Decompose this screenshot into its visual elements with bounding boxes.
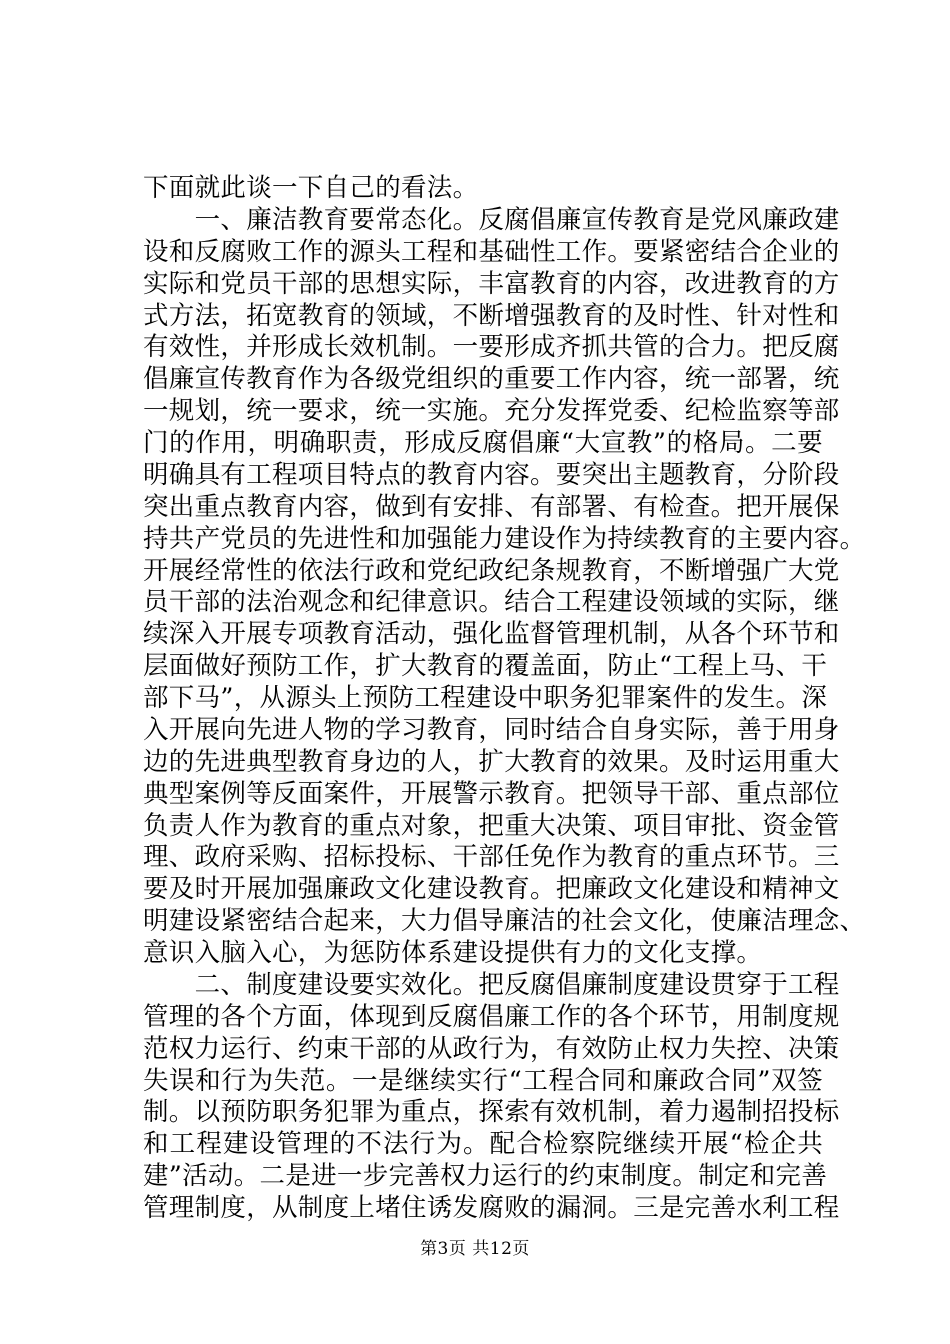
text-line: 开展经常性的依法行政和党纪政纪条规教育，不断增强广大党 <box>143 555 840 586</box>
text-line: 边的先进典型教育身边的人，扩大教育的效果。及时运用重大 <box>143 746 840 777</box>
text-line: 负责人作为教育的重点对象，把重大决策、项目审批、资金管 <box>143 810 840 841</box>
text-line: 管理的各个方面，体现到反腐倡廉工作的各个环节，用制度规 <box>143 1001 840 1032</box>
text-line: 设和反腐败工作的源头工程和基础性工作。要紧密结合企业的 <box>143 236 840 267</box>
text-line: 部下马”，从源头上预防工程建设中职务犯罪案件的发生。深 <box>143 683 828 714</box>
text-line: 倡廉宣传教育作为各级党组织的重要工作内容，统一部署，统 <box>143 364 840 395</box>
text-line: 一规划，统一要求，统一实施。充分发挥党委、纪检监察等部 <box>143 396 840 427</box>
text-line: 范权力运行、约束干部的从政行为，有效防止权力失控、决策 <box>143 1033 840 1064</box>
text-line: 建”活动。二是进一步完善权力运行的约束制度。制定和完善 <box>143 1161 828 1192</box>
text-line: 意识入脑入心，为惩防体系建设提供有力的文化支撑。 <box>143 938 763 969</box>
text-line: 下面就此谈一下自己的看法。 <box>143 173 479 203</box>
text-line: 层面做好预防工作，扩大教育的覆盖面，防止“工程上马、干 <box>143 651 828 682</box>
text-line: 一、廉洁教育要常态化。反腐倡廉宣传教育是党风廉政建 <box>143 204 840 235</box>
text-line: 要及时开展加强廉政文化建设教育。把廉政文化建设和精神文 <box>143 874 840 905</box>
text-line: 有效性，并形成长效机制。一要形成齐抓共管的合力。把反腐 <box>143 332 840 363</box>
text-line: 二、制度建设要实效化。把反腐倡廉制度建设贯穿于工程 <box>143 969 840 1000</box>
text-line: 持共产党员的先进性和加强能力建设作为持续教育的主要内容。 <box>143 523 866 554</box>
text-line: 典型案例等反面案件，开展警示教育。把领导干部、重点部位 <box>143 778 840 809</box>
text-line: 理、政府采购、招标投标、干部任免作为教育的重点环节。三 <box>143 842 840 873</box>
text-line: 失误和行为失范。一是继续实行“工程合同和廉政合同”双签 <box>143 1065 823 1096</box>
text-line: 突出重点教育内容，做到有安排、有部署、有检查。把开展保 <box>143 491 840 522</box>
text-line: 制。以预防职务犯罪为重点，探索有效机制，着力遏制招投标 <box>143 1097 840 1128</box>
text-line: 和工程建设管理的不法行为。配合检察院继续开展“检企共 <box>143 1129 823 1160</box>
text-line: 明确具有工程项目特点的教育内容。要突出主题教育，分阶段 <box>143 459 840 490</box>
text-line: 员干部的法治观念和纪律意识。结合工程建设领域的实际，继 <box>143 587 840 618</box>
text-line: 明建设紧密结合起来，大力倡导廉洁的社会文化，使廉洁理念、 <box>143 906 866 937</box>
text-line: 门的作用，明确职责，形成反腐倡廉“大宣教”的格局。二要 <box>143 428 823 459</box>
text-line: 续深入开展专项教育活动，强化监督管理机制，从各个环节和 <box>143 619 840 650</box>
page-number-footer: 第3页 共12页 <box>420 1239 530 1259</box>
text-line: 式方法，拓宽教育的领域，不断增强教育的及时性、针对性和 <box>143 300 840 331</box>
text-line: 入开展向先进人物的学习教育，同时结合自身实际，善于用身 <box>143 714 840 745</box>
text-line: 管理制度，从制度上堵住诱发腐败的漏洞。三是完善水利工程 <box>143 1193 840 1224</box>
text-line: 实际和党员干部的思想实际，丰富教育的内容，改进教育的方 <box>143 268 840 299</box>
